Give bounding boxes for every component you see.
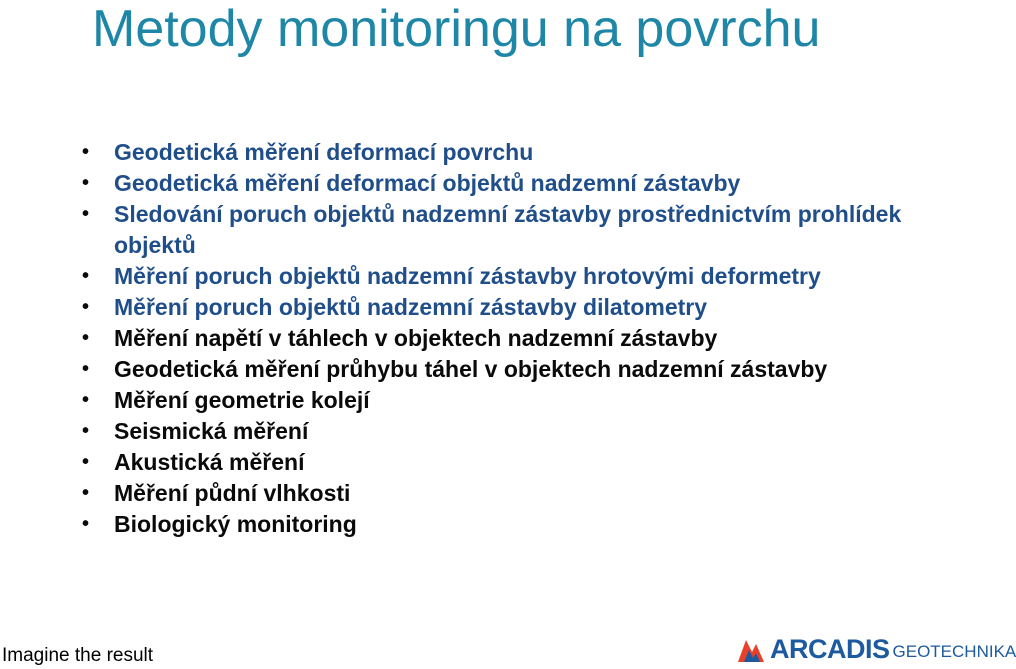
list-item — [80, 354, 940, 385]
bullet-icon: • — [82, 172, 90, 194]
bullet-icon: • — [82, 358, 90, 380]
bullet-icon: • — [82, 265, 90, 287]
list-item — [80, 292, 940, 323]
list-item — [80, 447, 940, 478]
logo-brand: ARCADIS — [770, 633, 890, 664]
bullet-icon: • — [82, 451, 90, 473]
list-item-text: Akustická měření — [114, 449, 305, 475]
bullet-icon: • — [82, 513, 90, 535]
bullet-icon: • — [82, 482, 90, 504]
list-item — [80, 261, 940, 292]
list-item-text: Seismická měření — [114, 418, 309, 444]
bullet-icon: • — [82, 389, 90, 411]
list-item — [80, 416, 940, 447]
list-item-text: Geodetická měření průhybu táhel v objektech nadzemní zástavby — [114, 356, 828, 382]
list-item-text: Měření geometrie kolejí — [114, 387, 370, 413]
logo-sub: GEOTECHNIKA — [892, 642, 1016, 661]
list-item-text: Geodetická měření deformací objektů nadzemní zástavby — [114, 170, 741, 196]
list-item-text: Geodetická měření deformací povrchu — [114, 139, 534, 165]
list-item — [80, 323, 940, 354]
list-item — [80, 137, 940, 168]
list-item — [80, 199, 940, 261]
list-item-text: Sledování poruch objektů nadzemní zástavby prostřednictvím prohlídek objektů — [114, 201, 902, 258]
footer-tagline: Imagine the result — [2, 645, 154, 666]
arcadis-logo — [736, 632, 1016, 666]
list-item-text: Měření poruch objektů nadzemní zástavby dilatometry — [114, 294, 708, 320]
bullet-icon: • — [82, 141, 90, 163]
bullet-icon: • — [82, 420, 90, 442]
bullet-icon: • — [82, 296, 90, 318]
bullet-icon: • — [82, 327, 90, 349]
list-item-text: Měření poruch objektů nadzemní zástavby hrotovými deformetry — [114, 263, 821, 289]
list-item — [80, 509, 940, 540]
list-item — [80, 478, 940, 509]
slide-title: Metody monitoringu na povrchu — [92, 0, 821, 58]
list-item — [80, 168, 940, 199]
list-item-text: Biologický monitoring — [114, 511, 357, 537]
list-item — [80, 385, 940, 416]
list-item-text: Měření půdní vlhkosti — [114, 480, 351, 506]
arcadis-logo-icon — [736, 634, 766, 664]
list-item-text: Měření napětí v táhlech v objektech nadzemní zástavby — [114, 325, 718, 351]
bullet-list — [80, 137, 940, 540]
bullet-icon: • — [82, 203, 90, 225]
